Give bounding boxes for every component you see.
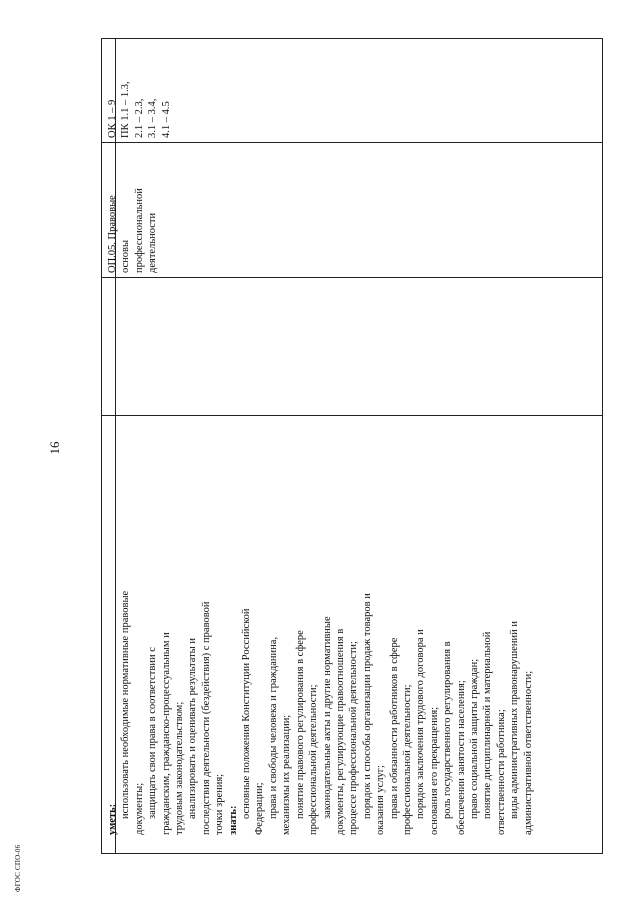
competencies-cell xyxy=(106,28,173,138)
section-heading: уметь: xyxy=(107,803,118,835)
text-line: ОП.05. Правовые xyxy=(107,195,118,273)
text-line: профессиональной xyxy=(133,188,145,273)
discipline-name-cell xyxy=(106,133,160,273)
text-line: гражданским, гражданско-процессуальным и xyxy=(160,632,172,835)
text-line: административной ответственности; xyxy=(522,670,534,835)
text-line: основания его прекращения; xyxy=(428,706,440,835)
footer-label: ФГОС СПО-06 xyxy=(14,844,22,892)
text-line: порядок заключения трудового договора и xyxy=(415,629,427,819)
text-line: 3.1 – 3.4, xyxy=(147,98,159,138)
page-number: 16 xyxy=(47,441,62,455)
text-line: основные положения Конституции Российской xyxy=(241,608,253,819)
text-line: профессиональной деятельности; xyxy=(308,684,320,835)
text-line: механизмы их реализации; xyxy=(281,714,293,835)
curriculum-table xyxy=(101,38,603,854)
text-line: ответственности работника; xyxy=(495,709,507,835)
text-line: точки зрения; xyxy=(214,773,226,835)
text-line: 4.1 – 4.5 xyxy=(160,101,172,138)
text-line: ПК 1.1 – 1.3, xyxy=(120,81,132,138)
text-line: документы; xyxy=(133,782,145,835)
text-line: законодательные акты и другие нормативные xyxy=(321,616,333,819)
text-line: ОК 1 – 9 xyxy=(107,99,118,138)
text-line: трудовым законодательством; xyxy=(174,701,186,835)
text-line: понятие правового регулирования в сфере xyxy=(294,630,306,819)
text-line: защищать свои права в соответствии с xyxy=(147,647,159,819)
text-line: использовать необходимые нормативные правовые xyxy=(120,590,132,819)
text-line: права и свободы человека и гражданина, xyxy=(267,636,279,819)
text-line: оказания услуг; xyxy=(375,765,387,835)
text-line: профессиональной деятельности; xyxy=(401,684,413,835)
text-line: право социальной защиты граждан; xyxy=(468,658,480,819)
text-line: 2.1 – 2.3, xyxy=(133,98,145,138)
text-line: документы, регулирующие правоотношения в xyxy=(334,628,346,835)
text-line: Федерации; xyxy=(254,782,266,835)
text-line: порядок и способы организации продаж товаров и xyxy=(361,593,373,819)
text-line: деятельности xyxy=(147,212,159,273)
skills-knowledge-cell xyxy=(106,85,535,835)
text-line: анализировать и оценивать результаты и xyxy=(187,638,199,819)
text-line: права и обязанности работников в сфере xyxy=(388,637,400,819)
text-line: понятие дисциплинарной и материальной xyxy=(482,631,494,819)
text-line: основы xyxy=(120,239,132,273)
text-line: виды административных правонарушений и xyxy=(509,621,521,819)
text-line: роль государственного регулирования в xyxy=(442,641,454,819)
text-line: обеспечении занятости населения; xyxy=(455,680,467,835)
section-heading: знать: xyxy=(227,805,239,835)
text-line: последствия деятельности (бездействия) с правовой xyxy=(200,601,212,835)
text-line: процессе профессиональной деятельности; xyxy=(348,641,360,835)
